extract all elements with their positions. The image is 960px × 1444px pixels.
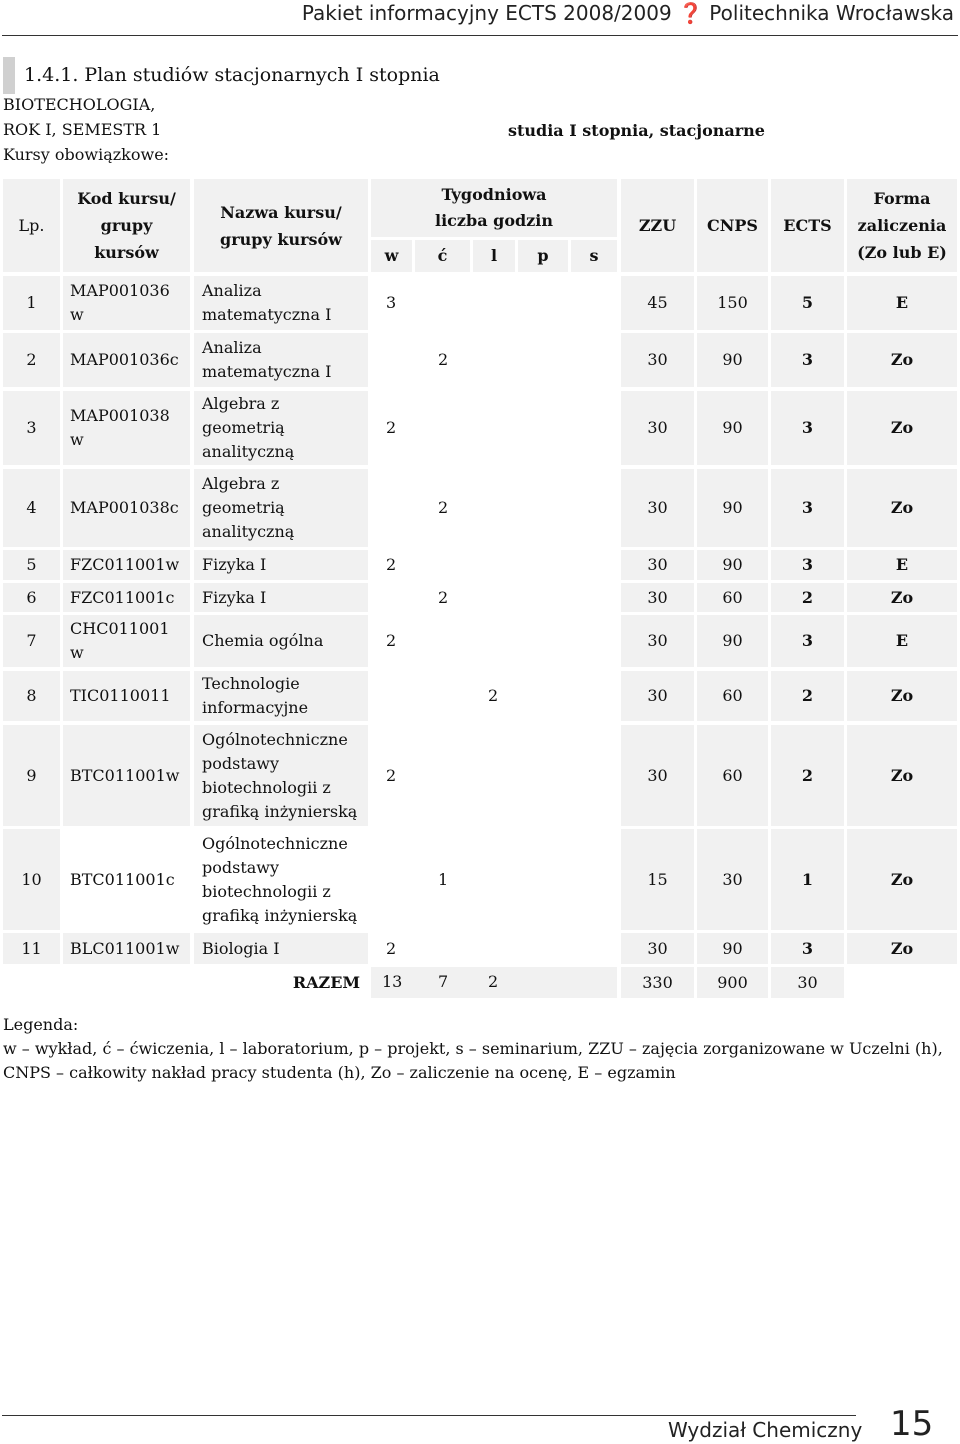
row-name (194, 671, 368, 721)
row-lp (3, 550, 60, 580)
row-code-text (70, 586, 175, 610)
header-lp (3, 179, 60, 272)
row-name-line: grafiką inżynierską (202, 905, 358, 925)
header-name-line: grupy kursów (220, 229, 342, 249)
year-semester: ROK I, SEMESTR 1 (3, 120, 162, 139)
header-code-line: kursów (94, 243, 159, 262)
row-cnps (697, 276, 768, 330)
row-ects-value: 2 (801, 587, 814, 607)
row-lp-value: 2 (26, 350, 37, 369)
row-hours-value: 2 (386, 765, 397, 785)
row-zzu (621, 725, 694, 826)
header-form (847, 179, 957, 272)
header-col-p (518, 240, 568, 272)
row-ects (771, 829, 844, 930)
row-ects-value: 3 (801, 631, 814, 650)
page-number: 15 (890, 1404, 934, 1444)
header-col-c (415, 240, 470, 272)
row-zzu (621, 276, 694, 330)
header-col-l-label: l (490, 246, 498, 265)
totals-ects (771, 967, 844, 998)
row-lp (3, 829, 60, 930)
row-cnps (697, 615, 768, 667)
row-code-line: BTC011001w (70, 765, 180, 785)
row-hours-block (371, 615, 617, 667)
totals-label-text: RAZEM (292, 972, 361, 992)
row-name-text (202, 336, 331, 384)
row-lp-value: 5 (26, 555, 37, 574)
totals-label (285, 967, 368, 998)
row-name-text (202, 629, 323, 653)
totals-zzu-value: 330 (642, 972, 673, 992)
row-code-text (70, 496, 179, 520)
row-lp (3, 671, 60, 721)
row-hours-block (371, 276, 617, 330)
document-header-title: Pakiet informacyjny ECTS 2008/2009 ❓ Politechnika Wrocławska (301, 1, 954, 25)
row-name (194, 276, 368, 330)
row-lp (3, 276, 60, 330)
row-zzu-value: 15 (647, 869, 668, 889)
row-name-line: analityczną (202, 522, 295, 541)
row-lp-value: 8 (26, 686, 37, 705)
header-name (194, 179, 368, 272)
row-zzu-value: 30 (647, 418, 668, 437)
row-name-line: Algebra z (202, 474, 280, 493)
row-name-text (202, 472, 294, 544)
row-lp (3, 933, 60, 964)
row-name (194, 469, 368, 547)
row-hours-value: 2 (438, 498, 449, 517)
header-col-c-label: ć (437, 246, 448, 265)
row-ects-value: 3 (801, 555, 814, 574)
row-name-line: Ogólnotechniczne (202, 833, 348, 853)
totals-c: 7 (438, 972, 449, 991)
row-code-text (70, 348, 179, 372)
row-zzu (621, 583, 694, 612)
row-name-text (202, 728, 357, 824)
row-cnps-value: 90 (722, 418, 743, 437)
row-ects-value: 2 (801, 686, 814, 705)
row-ects (771, 933, 844, 964)
row-form-value: E (895, 631, 909, 650)
row-lp (3, 583, 60, 612)
row-code-line: CHC011001 (70, 619, 170, 638)
row-zzu-value: 45 (647, 293, 668, 312)
row-name-text (202, 832, 357, 928)
header-form-line: Forma (873, 189, 931, 208)
row-hours-value: 2 (386, 555, 397, 574)
row-zzu (621, 469, 694, 547)
row-zzu-value: 30 (647, 498, 668, 517)
row-cnps (697, 469, 768, 547)
row-name-line: Algebra z (202, 394, 280, 413)
row-zzu-value: 30 (647, 686, 668, 705)
row-zzu (621, 550, 694, 580)
row-ects (771, 391, 844, 465)
header-cnps-label: CNPS (707, 215, 758, 235)
row-name-line: grafiką inżynierską (202, 801, 358, 821)
field-of-study: BIOTECHOLOGIA, (3, 95, 156, 114)
row-form-value: Zo (890, 350, 914, 369)
row-name-line: analityczną (202, 442, 295, 461)
row-hours-value: 2 (386, 631, 397, 650)
row-name-line: biotechnologii z (202, 777, 331, 797)
row-code (63, 933, 190, 964)
row-zzu (621, 933, 694, 964)
row-hours-value: 2 (438, 350, 449, 369)
row-name (194, 333, 368, 387)
row-code-line: w (70, 305, 84, 324)
row-form (847, 550, 957, 580)
row-name (194, 933, 368, 964)
header-ects (771, 179, 844, 272)
courses-type: Kursy obowiązkowe: (3, 145, 170, 164)
row-name-line: Chemia ogólna (202, 631, 324, 650)
row-ects-value: 5 (801, 293, 814, 312)
row-zzu (621, 333, 694, 387)
row-code-line: MAP001036 (70, 281, 170, 300)
row-cnps (697, 933, 768, 964)
row-form-value: Zo (890, 587, 914, 607)
row-ects-value: 3 (801, 498, 814, 517)
row-form (847, 933, 957, 964)
row-ects (771, 469, 844, 547)
row-zzu (621, 671, 694, 721)
row-hours-block (371, 469, 617, 547)
row-zzu (621, 829, 694, 930)
legend-line-1: w – wykład, ć – ćwiczenia, l – laboratorium, p – projekt, s – seminarium, ZZU – zajęcia zorganizowane w Uczelni (h), (3, 1039, 943, 1058)
row-lp (3, 333, 60, 387)
row-name (194, 615, 368, 667)
row-name (194, 829, 368, 930)
row-ects (771, 333, 844, 387)
row-code (63, 829, 190, 930)
legend-title: Legenda: (3, 1015, 79, 1034)
row-lp-value: 3 (26, 418, 37, 437)
header-form-line: zaliczenia (857, 216, 947, 235)
row-name (194, 725, 368, 826)
row-name-line: Analiza (202, 281, 262, 300)
header-name-line: Nazwa kursu/ (220, 202, 342, 222)
row-name-text (202, 553, 266, 577)
row-hours-block (371, 829, 617, 930)
row-cnps-value: 90 (722, 498, 743, 517)
row-hours-value: 1 (438, 869, 449, 889)
row-ects (771, 671, 844, 721)
header-col-w (371, 240, 412, 272)
row-name-line: Biologia I (202, 938, 280, 958)
row-name-line: Fizyka I (202, 555, 267, 574)
row-name-text (202, 392, 294, 464)
row-code (63, 276, 190, 330)
row-lp-value: 4 (26, 498, 37, 517)
row-lp-value: 7 (26, 631, 37, 650)
row-name-line: informacyjne (202, 698, 309, 717)
row-code (63, 725, 190, 826)
row-code-text (70, 279, 170, 327)
header-col-s-label: s (589, 246, 599, 265)
row-name-line: podstawy (202, 857, 280, 877)
study-mode: studia I stopnia, stacjonarne (508, 121, 765, 140)
row-cnps-value: 90 (722, 938, 743, 958)
row-ects (771, 550, 844, 580)
row-form (847, 391, 957, 465)
row-hours-block (371, 583, 617, 612)
row-cnps (697, 391, 768, 465)
row-zzu-value: 30 (647, 938, 668, 958)
row-lp-value: 6 (26, 587, 37, 607)
row-hours-value: 2 (386, 418, 397, 437)
row-zzu-value: 30 (647, 587, 668, 607)
row-name-line: geometrią (202, 498, 285, 517)
row-name-line: matematyczna I (202, 305, 332, 324)
row-ects-value: 1 (801, 869, 814, 889)
row-code (63, 550, 190, 580)
row-lp (3, 615, 60, 667)
row-code (63, 615, 190, 667)
row-code-line: TIC0110011 (70, 686, 171, 705)
row-zzu-value: 30 (647, 631, 668, 650)
row-cnps (697, 583, 768, 612)
section-title: 1.4.1. Plan studiów stacjonarnych I stopnia (24, 64, 440, 86)
header-zzu-label: ZZU (638, 215, 677, 235)
row-code-text (70, 937, 179, 961)
row-code-text (70, 868, 175, 892)
row-hours-block (371, 333, 617, 387)
row-hours-value: 2 (488, 686, 499, 705)
row-zzu-value: 30 (647, 765, 668, 785)
row-name-line: geometrią (202, 418, 285, 437)
footer-rule (2, 1415, 856, 1416)
row-name-line: Ogólnotechniczne (202, 729, 348, 749)
row-ects-value: 3 (801, 938, 814, 958)
row-code-line: MAP001038 (70, 406, 170, 425)
row-ects-value: 3 (801, 350, 814, 369)
row-form-value: Zo (890, 686, 914, 705)
header-code-line: grupy (100, 216, 153, 235)
row-code-line: BTC011001c (70, 869, 175, 889)
row-code-line: BLC011001w (70, 938, 180, 958)
row-code-line: FZC011001c (70, 587, 175, 607)
row-name-line: Analiza (202, 338, 262, 357)
row-cnps (697, 829, 768, 930)
header-weekly-line: liczba godzin (435, 211, 553, 230)
header-weekly-line: Tygodniowa (441, 185, 547, 204)
row-name-line: Technologie (202, 674, 300, 693)
row-name-line: biotechnologii z (202, 881, 331, 901)
row-lp (3, 469, 60, 547)
row-cnps-value: 90 (722, 631, 743, 650)
header-col-w-label: w (384, 246, 399, 265)
row-form (847, 725, 957, 826)
row-code (63, 333, 190, 387)
row-lp (3, 725, 60, 826)
header-col-l (473, 240, 515, 272)
row-lp (3, 391, 60, 465)
row-zzu-value: 30 (647, 555, 668, 574)
row-name-line: podstawy (202, 753, 280, 773)
header-weekly-hours (371, 179, 617, 237)
row-code-line: MAP001036c (70, 350, 179, 369)
totals-ects-value: 30 (797, 972, 818, 992)
totals-cnps (697, 967, 768, 998)
header-cnps (697, 179, 768, 272)
row-code-line: FZC011001w (70, 555, 180, 574)
row-name-text (202, 672, 308, 720)
totals-l: 2 (488, 972, 499, 991)
row-name (194, 550, 368, 580)
row-hours-block (371, 391, 617, 465)
header-col-s (571, 240, 617, 272)
row-code (63, 583, 190, 612)
row-hours-value: 2 (386, 938, 397, 958)
row-form (847, 583, 957, 612)
footer-faculty: Wydział Chemiczny (668, 1418, 863, 1442)
header-col-p-label: p (537, 246, 549, 265)
row-cnps-value: 90 (722, 555, 743, 574)
header-zzu (621, 179, 694, 272)
row-form-value: E (895, 555, 909, 574)
row-cnps-value: 60 (722, 765, 743, 785)
row-code (63, 391, 190, 465)
row-zzu (621, 615, 694, 667)
row-form-value: Zo (890, 418, 914, 437)
row-code (63, 469, 190, 547)
row-ects (771, 583, 844, 612)
row-name-text (202, 586, 266, 610)
section-marker (3, 57, 15, 94)
row-lp-value: 11 (21, 938, 42, 958)
row-code-text (70, 764, 179, 788)
header-rule (2, 35, 958, 36)
row-zzu-value: 30 (647, 350, 668, 369)
row-ects-value: 3 (801, 418, 814, 437)
row-cnps-value: 60 (722, 587, 743, 607)
row-cnps-value: 150 (717, 293, 748, 312)
header-code-line: Kod kursu/ (77, 189, 176, 208)
row-code-text (70, 617, 170, 665)
row-cnps (697, 550, 768, 580)
row-zzu (621, 391, 694, 465)
row-cnps (697, 671, 768, 721)
row-form-value: E (895, 293, 909, 312)
row-form-value: Zo (890, 498, 914, 517)
row-cnps (697, 333, 768, 387)
header-lp-label: Lp. (18, 215, 45, 235)
row-lp-value: 10 (21, 869, 42, 889)
row-cnps (697, 725, 768, 826)
row-cnps-value: 90 (722, 350, 743, 369)
row-lp-value: 9 (26, 765, 37, 785)
row-hours-block (371, 550, 617, 580)
row-hours-block (371, 933, 617, 964)
header-ects-label: ECTS (783, 215, 832, 235)
row-form-value: Zo (890, 765, 914, 785)
row-form-value: Zo (890, 938, 914, 958)
row-hours-block (371, 725, 617, 826)
row-form (847, 469, 957, 547)
row-code-line: MAP001038c (70, 498, 179, 517)
row-ects (771, 276, 844, 330)
row-name (194, 391, 368, 465)
row-hours-value: 3 (386, 293, 397, 312)
totals-cnps-value: 900 (717, 972, 748, 992)
header-code (63, 179, 190, 272)
row-code-line: w (70, 643, 84, 662)
totals-zzu (621, 967, 694, 998)
row-ects (771, 615, 844, 667)
legend-line-2: CNPS – całkowity nakład pracy studenta (h), Zo – zaliczenie na ocenę, E – egzamin (3, 1063, 676, 1082)
row-form (847, 615, 957, 667)
row-form (847, 829, 957, 930)
row-form (847, 276, 957, 330)
row-form-value: Zo (890, 869, 914, 889)
totals-w: 13 (382, 972, 403, 991)
row-form (847, 671, 957, 721)
row-name-line: Fizyka I (202, 587, 267, 607)
row-hours-value: 2 (438, 587, 449, 607)
row-name-text (202, 279, 331, 327)
row-form (847, 333, 957, 387)
row-ects (771, 725, 844, 826)
row-cnps-value: 30 (722, 869, 743, 889)
row-name (194, 583, 368, 612)
row-cnps-value: 60 (722, 686, 743, 705)
row-code-text (70, 404, 170, 452)
row-code (63, 671, 190, 721)
row-lp-value: 1 (26, 293, 37, 312)
row-code-text (70, 553, 179, 577)
row-name-text (202, 937, 280, 961)
row-code-line: w (70, 430, 84, 449)
header-form-line: (Zo lub E) (857, 243, 947, 262)
row-code-text (70, 684, 171, 708)
row-name-line: matematyczna I (202, 362, 332, 381)
row-ects-value: 2 (801, 765, 814, 785)
